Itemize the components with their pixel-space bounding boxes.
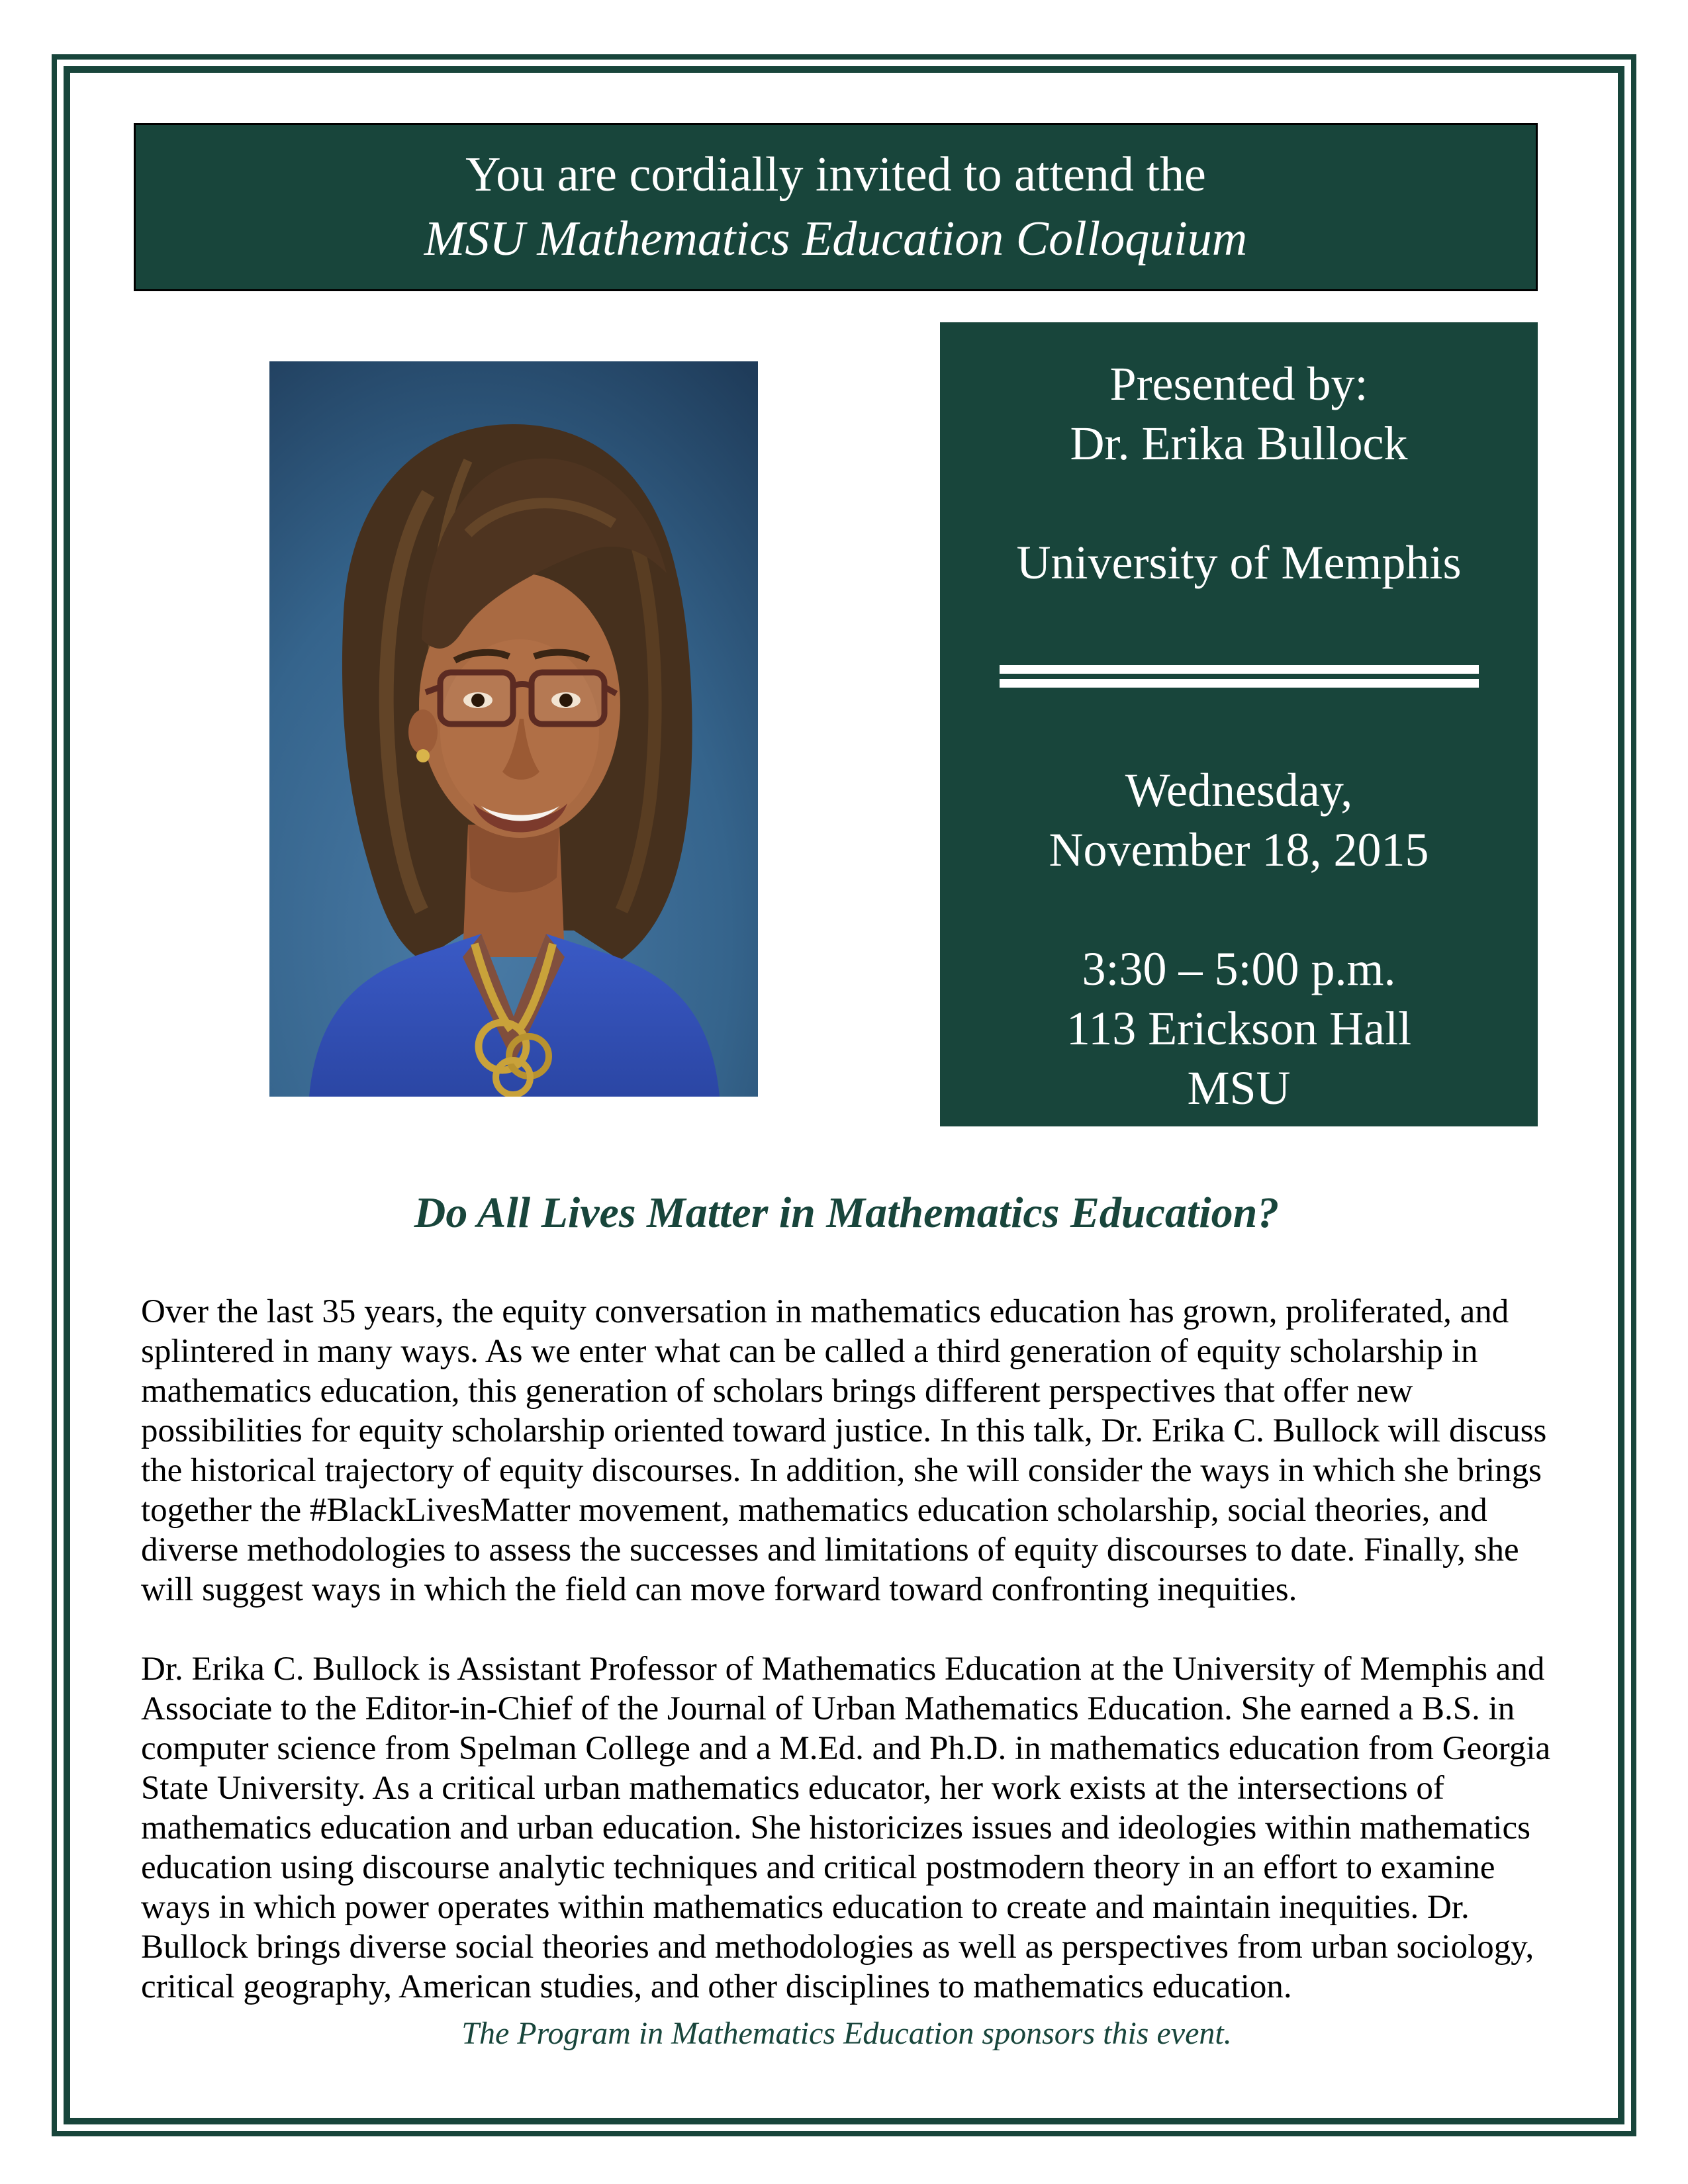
talk-title: Do All Lives Matter in Mathematics Education? xyxy=(414,1189,1280,1237)
presented-by-label: Presented by: xyxy=(1109,357,1368,410)
portrait-photo xyxy=(269,361,758,1097)
spacer xyxy=(940,701,1538,760)
presenter-name: Dr. Erika Bullock xyxy=(1070,417,1408,470)
sponsor-note: The Program in Mathematics Education sponsors this event. xyxy=(461,2016,1232,2051)
bio-paragraph: Dr. Erika C. Bullock is Assistant Professor of Mathematics Education at the University of Memphis and Associate to the Editor-in-Chief of the Journal of Urban Mathematics Education. She earned a B.S. in computer science from Spelman College and a M.Ed. and Ph.D. in mathematics education from Georgia State University. As a critical urban mathematics educator, her work exists at the intersections of mathematics education and urban education. She historicizes issues and ideologies within mathematics education using discourse analytic techniques and critical postmodern theory in an effort to examine ways in which power operates within mathematics education to create and maintain inequities. Dr. Bullock brings diverse social theories and methodologies as well as perspectives from urban sociology, critical geography, American studies, and other disciplines to mathematics education. xyxy=(141,1651,1551,2005)
event-campus: MSU xyxy=(1187,1062,1291,1115)
abstract-paragraph: Over the last 35 years, the equity conversation in mathematics education has grown, proliferated, and splintered in many ways. As we enter what can be called a third generation of equity scholarship in mathematics education, this generation of scholars brings different perspectives that offer new possibilities for equity scholarship oriented toward justice. In this talk, Dr. Erika C. Bullock will discuss the historical trajectory of equity discourses. In addition, she will consider the ways in which she brings together the #BlackLivesMatter movement, mathematics education scholarship, social theories, and diverse methodologies to assess the successes and limitations of equity discourses to date. Finally, she will suggest ways in which the field can move forward toward confronting inequities. xyxy=(141,1293,1547,1608)
spacer xyxy=(940,592,1538,652)
presenter-affiliation: University of Memphis xyxy=(1016,536,1462,589)
invitation-banner xyxy=(134,123,1538,291)
event-info-box xyxy=(940,322,1538,1126)
talk-description xyxy=(141,1292,1555,2007)
spacer xyxy=(940,473,1538,533)
spacer xyxy=(940,880,1538,939)
event-date: November 18, 2015 xyxy=(1049,823,1429,876)
banner-line-2: MSU Mathematics Education Colloquium xyxy=(424,212,1248,266)
double-rule-divider xyxy=(1000,665,1479,688)
banner-line-1: You are cordially invited to attend the xyxy=(465,148,1206,202)
event-time: 3:30 – 5:00 p.m. xyxy=(1082,942,1396,995)
event-location: 113 Erickson Hall xyxy=(1066,1002,1412,1055)
event-day: Wednesday, xyxy=(1125,764,1353,817)
portrait-illustration xyxy=(269,361,758,1097)
